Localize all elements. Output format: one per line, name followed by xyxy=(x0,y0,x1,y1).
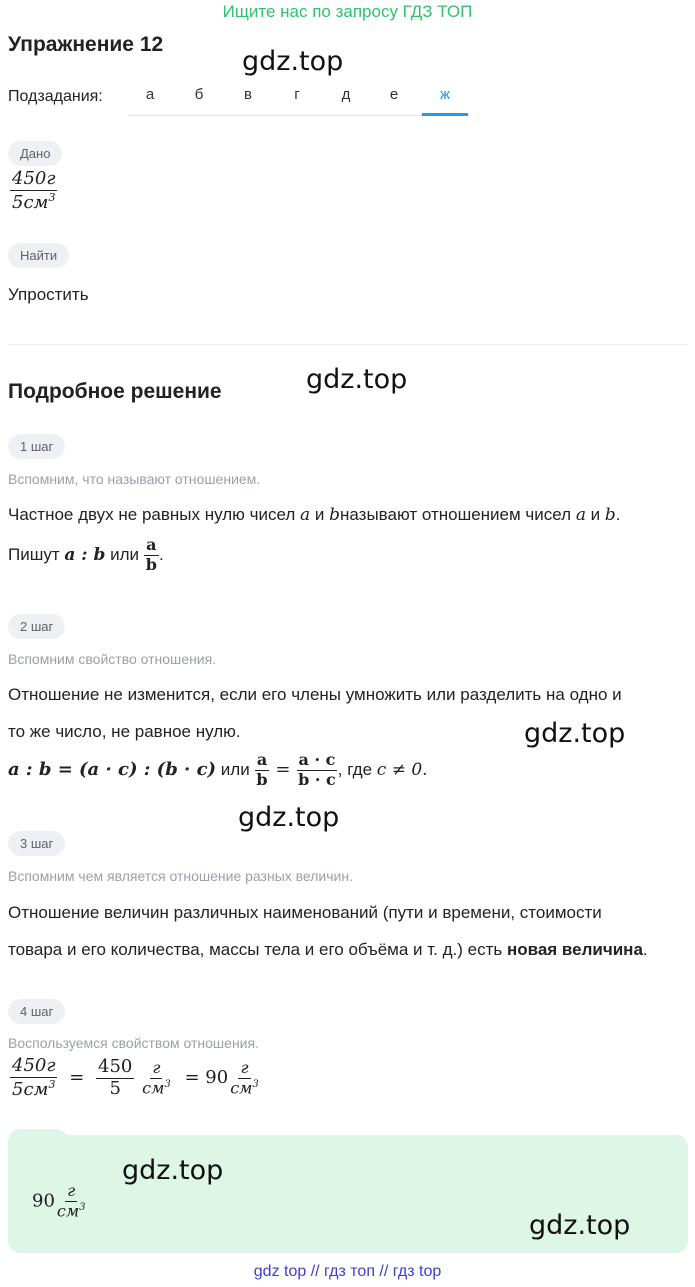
step-2-text-line2: то же число, не равное нулю. xyxy=(8,722,241,741)
subtasks-label: Подзадания: xyxy=(8,88,103,105)
step-4-formula: $\frac{450г}{5см^3}$ = $\frac{450}{5}$ $\frac{г}{см^3}$ = 90 $\frac{г}{см^3}$ xyxy=(12,1055,259,1100)
step-1-notation: Пишут a : b или $\frac{a}{b}$ . xyxy=(8,535,164,574)
tab-e[interactable]: е xyxy=(389,86,399,103)
step-1-definition: Частное двух не равных нулю чисел a и bназывают отношением чисел a и b. xyxy=(8,505,621,525)
answer-value: 90 $\frac{г}{см^3}$ xyxy=(32,1181,86,1221)
step-2-badge: 2 шаг xyxy=(8,614,65,639)
solution-title: Подробное решение xyxy=(8,380,222,403)
watermark: gdz.top xyxy=(238,802,340,833)
watermark: gdz.top xyxy=(242,46,344,77)
footer-links[interactable]: gdz top // гдз топ // гдз top xyxy=(253,1263,442,1280)
watermark: gdz.top xyxy=(122,1155,224,1186)
step-2-text-line1: Отношение не изменится, если его члены умножить или разделить на одно и xyxy=(8,685,622,704)
step-3-text-line1: Отношение величин различных наименований (пути и времени, стоимости xyxy=(8,903,602,922)
tab-a[interactable]: а xyxy=(145,86,155,103)
tab-d[interactable]: д xyxy=(341,86,351,103)
step-3-text-line2: товара и его количества, массы тела и его объёма и т. д.) есть новая величина. xyxy=(8,940,648,959)
tab-v[interactable]: в xyxy=(244,86,252,103)
step-3-hint: Вспомним чем является отношение разных величин. xyxy=(8,868,353,884)
watermark: gdz.top xyxy=(529,1210,631,1241)
step-4-badge: 4 шаг xyxy=(8,999,65,1024)
step-3-badge: 3 шаг xyxy=(8,831,65,856)
section-divider xyxy=(8,344,688,345)
watermark: gdz.top xyxy=(524,718,626,749)
search-banner: Ищите нас по запросу ГДЗ ТОП xyxy=(222,2,473,21)
find-badge: Найти xyxy=(8,243,69,268)
subtasks-tabs xyxy=(128,78,468,116)
tab-zh[interactable]: ж xyxy=(439,86,451,103)
given-badge: Дано xyxy=(8,141,62,166)
step-1-hint: Вспомним, что называют отношением. xyxy=(8,471,261,487)
given-fraction xyxy=(10,170,57,213)
find-text: Упростить xyxy=(8,285,89,304)
step-1-badge: 1 шаг xyxy=(8,434,65,459)
step-2-formula: a : b = (a · c) : (b · c) или $\frac{a}{b}$ = $\frac{a \cdot c}{b \cdot c}$ , где c ≠ 0. xyxy=(8,750,428,789)
watermark: gdz.top xyxy=(306,364,408,395)
given-denominator: $5см^3$ xyxy=(12,190,56,213)
given-numerator: 450г xyxy=(12,168,56,189)
page-title: Упражнение 12 xyxy=(8,33,164,56)
tab-b[interactable]: б xyxy=(194,86,204,103)
step-4-hint: Воспользуемся свойством отношения. xyxy=(8,1035,259,1051)
step-2-hint: Вспомним свойство отношения. xyxy=(8,651,217,667)
tab-g[interactable]: г xyxy=(294,86,300,103)
active-tab-indicator xyxy=(422,113,468,116)
